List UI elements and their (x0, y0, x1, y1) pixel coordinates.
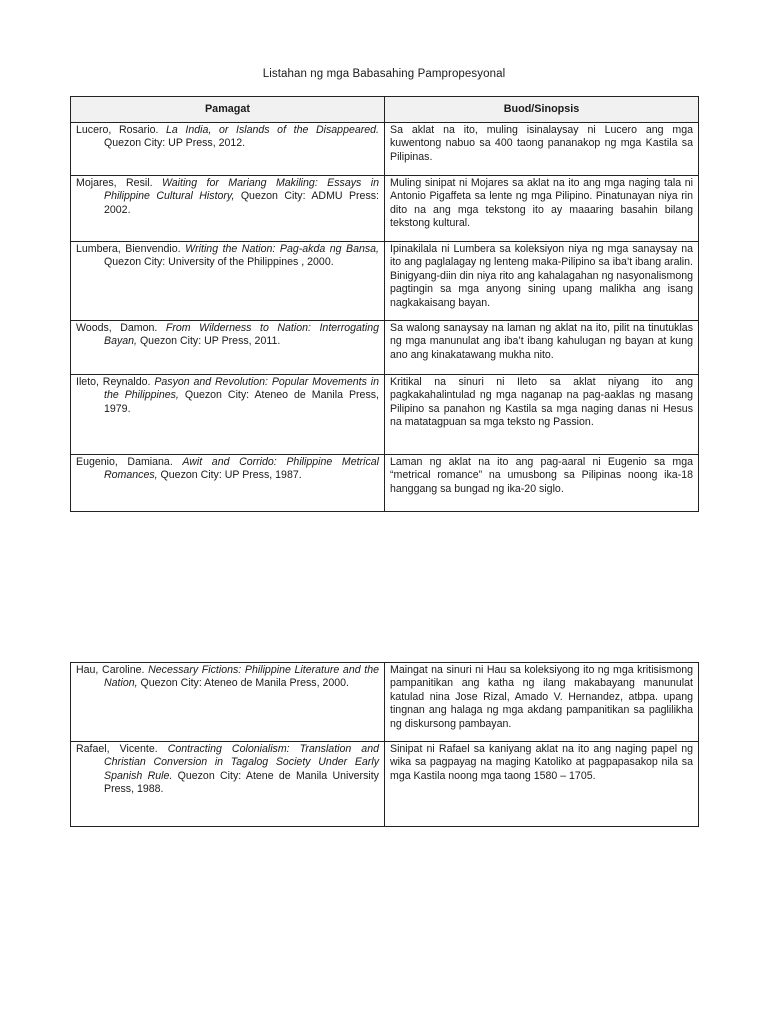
synopsis-cell: Laman ng aklat na ito ang pag-aaral ni Eugenio sa mga “metrical romance” na umusbong sa Pilipinas noong ika-18 hanggang sa bungad ng ika-20 siglo. (385, 455, 699, 512)
reference-author: Woods, Damon. (76, 322, 158, 334)
bibliography-table-continued (70, 662, 699, 827)
table-row (71, 123, 699, 176)
reference-publication: Quezon City: Atene de Manila University Press, 1988. (104, 769, 379, 796)
reference-title: Necessary Fictions: Philippine Literature and the Nation, (104, 664, 379, 690)
reference-author: Hau, Caroline. (76, 664, 145, 676)
reference-publication: Quezon City: UP Press, 2012. (104, 137, 246, 150)
page-title: Listahan ng mga Babasahing Pampropesyonal (262, 68, 506, 80)
reference-cell (71, 663, 385, 742)
synopsis-cell: Ipinakilala ni Lumbera sa koleksiyon niya ng mga sanaysay na ito ang paglalagay ng lenteng maka-Pilipino sa iba’t ibang aralin. Binigyang-diin din niya rito ang kahalagahan ng nasyonalismong pagtingin sa mga anyong sining upang malikha ang isang nagkakaisang bayan. (385, 242, 699, 321)
reference-publication: Quezon City: Ateneo de Manila Press, 1979. (104, 389, 379, 415)
reference-publication: Quezon City: Ateneo de Manila Press, 2000. (140, 677, 349, 690)
reference-publication: Quezon City: University of the Philippines , 2000. (104, 256, 334, 269)
reference-title: From Wilderness to Nation: Interrogating Bayan, (104, 322, 379, 348)
reference-author: Eugenio, Damiana. (76, 456, 173, 468)
table-row (71, 663, 699, 742)
reference-cell (71, 455, 385, 512)
column-header-pamagat: Pamagat (71, 97, 385, 123)
table-row (71, 375, 699, 455)
reference-publication: Quezon City: ADMU Press: 2002. (104, 190, 379, 216)
reference-author: Mojares, Resil. (76, 177, 153, 189)
reference-publication: Quezon City: UP Press, 2011. (139, 335, 281, 348)
reference-author: Ileto, Reynaldo. (76, 376, 151, 388)
reference-title: Awit and Corrido: Philippine Metrical Romances, (104, 456, 379, 482)
reference-cell (71, 176, 385, 242)
reference-cell (71, 375, 385, 455)
reference-author: Rafael, Vicente. (76, 743, 158, 755)
table-row (71, 242, 699, 321)
reference-author: Lucero, Rosario. (76, 124, 159, 136)
column-header-buod: Buod/Sinopsis (385, 97, 699, 123)
table-row (71, 742, 699, 827)
synopsis-cell: Kritikal na sinuri ni Ileto sa aklat niyang ito ang pagkakahalintulad ng mga naganap na pag-aaklas ng masang Pilipino sa panahon ng Kastila sa mga naging danas ni Hesus na matatagpuan sa mga teksto ng Passion. (385, 375, 699, 455)
synopsis-cell: Sinipat ni Rafael sa kaniyang aklat na ito ang naging papel ng wika sa pagpayag na maging Katoliko at pagpapasakop nila sa mga Kastila noong mga taong 1580 – 1705. (385, 742, 699, 827)
synopsis-cell: Maingat na sinuri ni Hau sa koleksiyong ito ng mga kritisismong pampanitikan ang katha ng ilang makabayang manunulat katulad nina Jose Rizal, Amado V. Hernandez, atbpa. upang tingnan ang halaga ng mga akdang pampanitikan sa paglilikha ng diskursong pambayan. (385, 663, 699, 742)
synopsis-cell: Sa aklat na ito, muling isinalaysay ni Lucero ang mga kuwentong nabuo sa 400 taong pananakop ng mga Kastila sa Pilipinas. (385, 123, 699, 176)
table-header-row (71, 97, 699, 123)
reference-title: Contracting Colonialism: Translation and Christian Conversion in Tagalog Society Under Early Spanish Rule. (104, 743, 379, 782)
table-row (71, 321, 699, 375)
table-row (71, 176, 699, 242)
reference-cell (71, 123, 385, 176)
reference-title: Waiting for Mariang Makiling: Essays in Philippine Cultural History, (104, 177, 379, 203)
reference-title: Writing the Nation: Pag-akda ng Bansa, (185, 243, 379, 255)
reference-cell (71, 321, 385, 375)
table-row (71, 455, 699, 512)
reference-cell (71, 242, 385, 321)
synopsis-cell: Muling sinipat ni Mojares sa aklat na ito ang mga naging tala ni Antonio Pigaffeta sa lente ng mga Pilipino. Pinatunayan niya rin dito na ang mga tekstong ito ay maaaring basahin bilang tekstong kultural. (385, 176, 699, 242)
bibliography-table (70, 96, 699, 512)
reference-publication: Quezon City: UP Press, 1987. (160, 469, 302, 482)
reference-cell (71, 742, 385, 827)
reference-author: Lumbera, Bienvendio. (76, 243, 181, 255)
synopsis-cell: Sa walong sanaysay na laman ng aklat na ito, pilit na tinutuklas ng mga manunulat ang iba’t ibang kahulugan ng bayan at kung ano ang kinakatawang mukha nito. (385, 321, 699, 375)
reference-title: Pasyon and Revolution: Popular Movements in the Philippines, (104, 376, 379, 402)
reference-title: La India, or Islands of the Disappeared. (166, 124, 379, 136)
